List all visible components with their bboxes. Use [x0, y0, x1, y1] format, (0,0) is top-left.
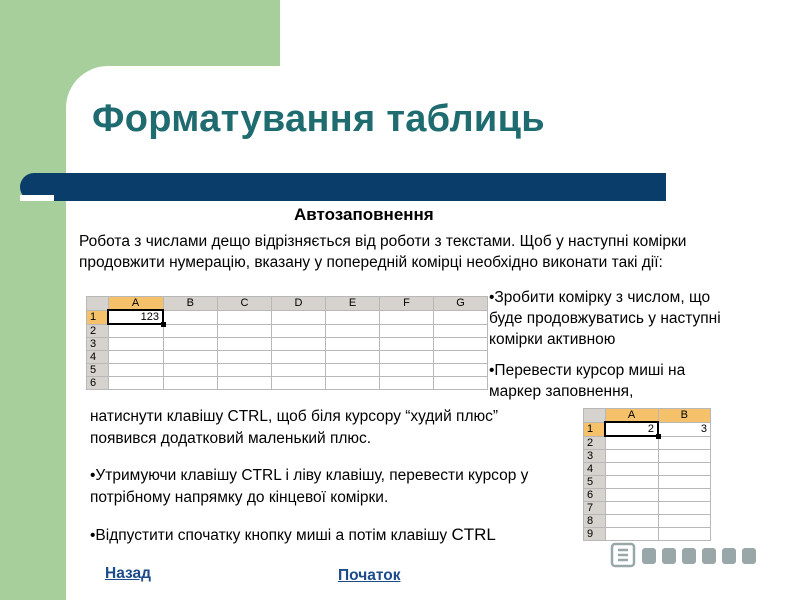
cell[interactable] — [380, 338, 434, 351]
cell[interactable] — [605, 436, 658, 450]
column-header: A — [605, 409, 658, 423]
cell[interactable] — [605, 489, 658, 502]
cell[interactable] — [163, 338, 218, 351]
divider-notch — [20, 195, 54, 201]
cell[interactable] — [108, 338, 163, 351]
cell[interactable] — [326, 377, 380, 390]
cell[interactable] — [605, 463, 658, 476]
cell[interactable] — [272, 351, 326, 364]
table-row — [87, 338, 488, 351]
table-row — [87, 324, 488, 338]
row-header: 2 — [87, 324, 109, 338]
row-header: 7 — [584, 502, 606, 515]
cell[interactable] — [658, 450, 711, 463]
row-header: 2 — [584, 436, 606, 450]
cell[interactable] — [163, 351, 218, 364]
table-row — [87, 377, 488, 390]
cell[interactable] — [108, 324, 163, 338]
spreadsheet-example-2 — [583, 408, 711, 541]
column-header: B — [163, 297, 218, 311]
cell-b1[interactable]: 3 — [658, 422, 711, 436]
row-header: 6 — [584, 489, 606, 502]
row-header: 6 — [87, 377, 109, 390]
watermark-logo-icon — [610, 538, 760, 572]
start-link[interactable]: Початок — [338, 567, 401, 584]
cell[interactable] — [434, 364, 488, 377]
cell[interactable] — [272, 338, 326, 351]
bullet-item: натиснути клавішу CTRL, щоб біля курсору “худий плюс” появився додатковий маленький плюс. — [90, 408, 499, 447]
cell[interactable] — [326, 310, 380, 324]
table-row — [584, 489, 711, 502]
cell[interactable] — [326, 324, 380, 338]
cell[interactable] — [658, 515, 711, 528]
cell[interactable] — [434, 310, 488, 324]
table-row — [584, 450, 711, 463]
table-row — [87, 310, 488, 324]
ctrl-key-label: CTRL — [451, 525, 496, 544]
column-header: F — [380, 297, 434, 311]
cell[interactable] — [658, 502, 711, 515]
column-header: G — [434, 297, 488, 311]
cell[interactable] — [218, 324, 272, 338]
column-header: D — [272, 297, 326, 311]
cell[interactable] — [434, 338, 488, 351]
cell[interactable] — [380, 310, 434, 324]
spreadsheet-example-1 — [86, 296, 488, 390]
cell[interactable] — [658, 463, 711, 476]
table-row — [584, 463, 711, 476]
row-header: 4 — [87, 351, 109, 364]
table-row — [87, 364, 488, 377]
cell[interactable] — [272, 324, 326, 338]
active-cell-a1[interactable]: 2 — [605, 422, 658, 436]
table-row — [584, 476, 711, 489]
corner-cell — [584, 409, 606, 423]
cell[interactable] — [605, 515, 658, 528]
bullet-item: •Зробити комірку з числом, що буде продовжуватись у наступні комірки активною — [489, 289, 721, 348]
cell[interactable] — [108, 364, 163, 377]
cell[interactable] — [326, 338, 380, 351]
cell[interactable] — [218, 310, 272, 324]
column-header: B — [658, 409, 711, 423]
intro-text: Робота з числами дещо відрізняється від роботи з текстами. Щоб у наступні комірки продовжити нумерацію, вказану у попередній комірці необхідно виконати такі дії: — [79, 233, 687, 271]
cell[interactable] — [326, 364, 380, 377]
cell[interactable] — [605, 476, 658, 489]
table-row — [584, 502, 711, 515]
column-header: A — [108, 297, 163, 311]
cell[interactable] — [272, 364, 326, 377]
cell[interactable] — [380, 364, 434, 377]
cell[interactable] — [326, 351, 380, 364]
back-link[interactable]: Назад — [105, 565, 151, 582]
bullet-item: •Утримуючи клавішу CTRL і ліву клавішу, перевести курсор у потрібному напрямку до кінцевої комірки. — [90, 467, 529, 506]
cell[interactable] — [380, 324, 434, 338]
row-header: 8 — [584, 515, 606, 528]
table-row — [584, 436, 711, 450]
cell[interactable] — [605, 502, 658, 515]
column-header: E — [326, 297, 380, 311]
row-header: 1 — [87, 310, 109, 324]
cell[interactable] — [434, 324, 488, 338]
cell[interactable] — [218, 351, 272, 364]
row-header: 5 — [87, 364, 109, 377]
section-subtitle: Автозаповнення — [294, 205, 434, 224]
table-row — [584, 515, 711, 528]
lower-bullet-list — [90, 406, 550, 562]
column-header: C — [218, 297, 272, 311]
cell[interactable] — [434, 377, 488, 390]
cell[interactable] — [658, 476, 711, 489]
cell[interactable] — [658, 489, 711, 502]
row-header: 1 — [584, 422, 606, 436]
cell[interactable] — [163, 364, 218, 377]
corner-cell — [87, 297, 109, 311]
cell[interactable] — [272, 377, 326, 390]
cell[interactable] — [434, 351, 488, 364]
cell[interactable] — [163, 310, 218, 324]
active-cell-a1[interactable]: 123 — [108, 310, 163, 324]
right-bullet-list — [489, 287, 729, 412]
bullet-item — [90, 524, 550, 547]
cell[interactable] — [605, 450, 658, 463]
cell[interactable] — [108, 377, 163, 390]
page-title: Форматування таблиць — [92, 98, 545, 140]
row-header: 3 — [584, 450, 606, 463]
cell[interactable] — [163, 377, 218, 390]
table-row — [584, 422, 711, 436]
cell[interactable] — [108, 351, 163, 364]
row-header: 3 — [87, 338, 109, 351]
row-header: 5 — [584, 476, 606, 489]
cell[interactable] — [272, 310, 326, 324]
table-row — [87, 351, 488, 364]
cell[interactable] — [218, 364, 272, 377]
cell[interactable] — [380, 377, 434, 390]
row-header: 4 — [584, 463, 606, 476]
title-divider-bar — [20, 173, 666, 201]
bullet-text: •Відпустити спочатку кнопку миші а потім клавішу — [90, 527, 452, 544]
cell[interactable] — [658, 436, 711, 450]
row-header: 9 — [584, 528, 606, 541]
cell[interactable] — [218, 338, 272, 351]
bullet-item: •Перевести курсор миші на маркер заповнення, — [489, 362, 686, 400]
cell[interactable] — [218, 377, 272, 390]
cell[interactable] — [380, 351, 434, 364]
cell[interactable] — [163, 324, 218, 338]
